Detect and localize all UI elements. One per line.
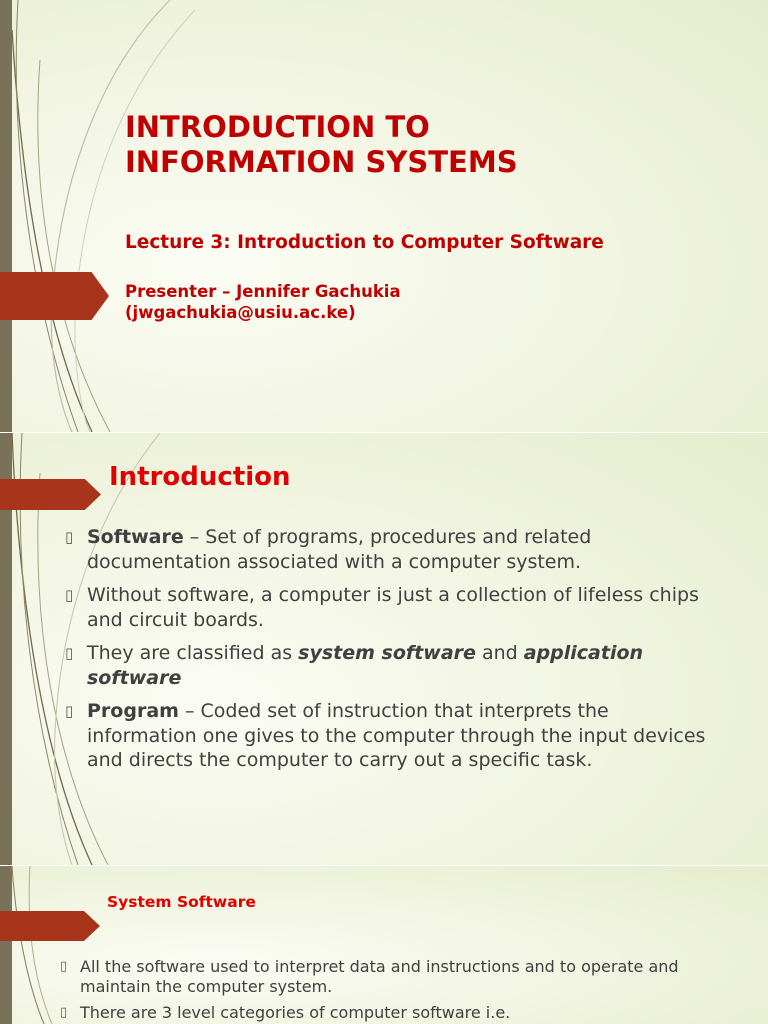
bullet-icon: ▯ bbox=[65, 644, 74, 662]
presenter-name: Presenter – Jennifer Gachukia bbox=[125, 282, 401, 301]
list-item bbox=[65, 525, 715, 574]
list-item bbox=[65, 641, 715, 690]
definition-text: – Coded set of instruction that interprets the information one gives to the computer through the input devices and directs the computer to carry out a specific task. bbox=[87, 700, 706, 771]
item-text: There are 3 level categories of computer software i.e. bbox=[80, 1003, 511, 1022]
bullet-icon: ▯ bbox=[65, 586, 74, 604]
presenter-info bbox=[125, 281, 745, 323]
list-item bbox=[60, 1003, 730, 1023]
slide-title-system-software: System Software bbox=[107, 893, 256, 911]
item-text: All the software used to interpret data and instructions and to operate and maintain the computer system. bbox=[80, 957, 679, 996]
term-software: Software bbox=[87, 526, 184, 548]
title-slide bbox=[0, 0, 768, 432]
bullet-icon: ▯ bbox=[60, 959, 68, 974]
list-item bbox=[65, 699, 715, 773]
item-text: Without software, a computer is just a collection of lifeless chips and circuit boards. bbox=[87, 584, 699, 631]
emphasis-application-software: application software bbox=[87, 642, 644, 689]
bullet-icon: ▯ bbox=[65, 528, 74, 546]
lecture-subtitle: Lecture 3: Introduction to Computer Software bbox=[125, 232, 604, 253]
list-item bbox=[65, 583, 715, 632]
presenter-email: (jwgachukia@usiu.ac.ke) bbox=[125, 303, 356, 322]
introduction-bullet-list bbox=[65, 525, 715, 782]
slide-arrow-tab bbox=[0, 911, 100, 941]
slide-arrow-tab bbox=[0, 479, 101, 510]
list-item bbox=[60, 957, 730, 997]
title-line-2: INFORMATION SYSTEMS bbox=[125, 145, 518, 179]
definition-text: – Set of programs, procedures and related documentation associated with a computer system. bbox=[87, 526, 592, 573]
term-program: Program bbox=[87, 700, 179, 722]
decorative-swirl-lines bbox=[0, 0, 200, 432]
item-text: and bbox=[475, 642, 524, 664]
bullet-icon: ▯ bbox=[60, 1005, 68, 1020]
presentation-title bbox=[125, 110, 745, 180]
slide-arrow-tab bbox=[0, 272, 109, 320]
bullet-icon: ▯ bbox=[65, 702, 74, 720]
title-line-1: INTRODUCTION TO bbox=[125, 110, 430, 144]
emphasis-system-software: system software bbox=[298, 642, 476, 664]
slide-title-introduction: Introduction bbox=[109, 462, 291, 492]
system-software-bullet-list bbox=[60, 957, 730, 1024]
item-text: They are classified as bbox=[87, 642, 299, 664]
